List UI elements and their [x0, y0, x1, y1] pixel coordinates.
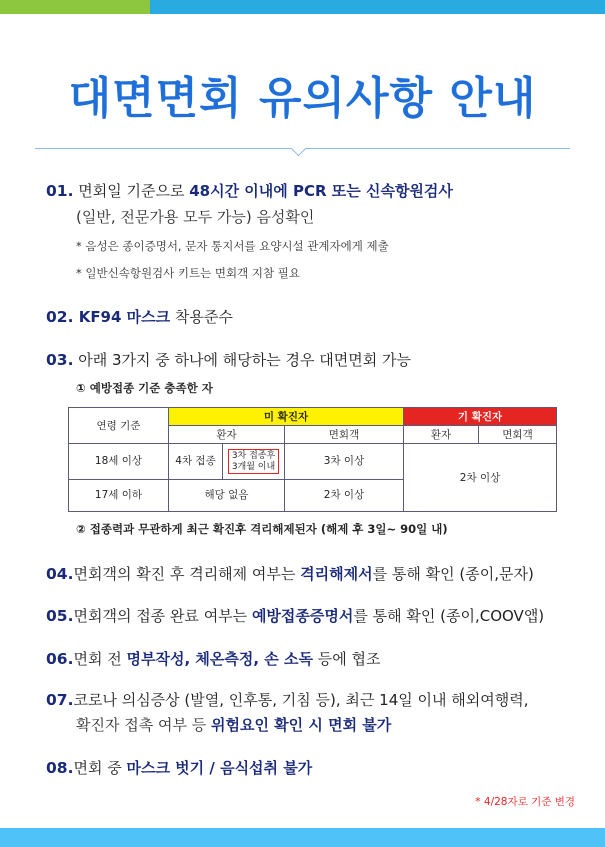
visitor-3rd-dose: 3차 이상 [285, 444, 404, 479]
item-emphasis: 마스크 벗기 / 음식섭취 불가 [126, 759, 313, 777]
item-emphasis: 48시간 이내에 PCR 또는 신속항원검사 [189, 182, 453, 200]
item-04: 04.면회객의 확진 후 격리해제 여부는 격리해제서를 통해 확인 (종이,문자) [46, 565, 534, 583]
age-header: 연령 기준 [69, 408, 169, 444]
item-number: 08. [46, 759, 74, 777]
item-07: 07.코로나 의심증상 (발열, 인후통, 기침 등), 최근 14일 이내 해외여행력, [46, 691, 529, 709]
criteria-2: ② 접종력과 무관하게 최근 확진후 격리해제된자 (해제 후 3일~ 90일 내) [76, 522, 448, 536]
item-01-line2: (일반, 전문가용 모두 가능) 음성확인 [76, 208, 315, 226]
top-bar-blue [150, 0, 605, 14]
item-emphasis: 격리해제서 [300, 565, 373, 583]
age-17-under: 17세 이하 [69, 479, 169, 511]
item-08: 08.면회 중 마스크 벗기 / 음식섭취 불가 [46, 759, 313, 777]
confirmed-value: 2차 이상 [404, 444, 557, 512]
item-number: 07. [46, 691, 74, 709]
item-emphasis: 위험요인 확인 시 면회 불가 [211, 716, 392, 734]
item-06: 06.면회 전 명부작성, 체온측정, 손 소독 등에 협조 [46, 650, 381, 668]
item-number: 04. [46, 565, 74, 583]
note-2: * 일반신속항원검사 키트는 면회객 지참 필요 [76, 266, 300, 280]
patient-3rd-dose-highlight: 3차 접종후 3개월 이내 [228, 449, 279, 474]
sub-header-visitor: 면회객 [479, 426, 557, 444]
top-bar-green [0, 0, 150, 14]
item-01: 01. 면회일 기준으로 48시간 이내에 PCR 또는 신속항원검사 [46, 182, 453, 200]
item-emphasis: 예방접종증명서 [251, 607, 354, 625]
patient-not-applicable: 해당 없음 [169, 479, 285, 511]
patient-3rd-dose-cell [223, 444, 285, 479]
item-02: 02. KF94 마스크 착용준수 [46, 308, 233, 326]
item-number: 02. [46, 308, 74, 326]
page-title: 대면면회 유의사항 안내 [68, 73, 537, 124]
visitor-2nd-dose: 2차 이상 [285, 479, 404, 511]
item-05: 05.면회객의 접종 완료 여부는 예방접종증명서를 통해 확인 (종이,COOV앱) [46, 607, 545, 625]
item-emphasis: KF94 마스크 [73, 308, 171, 326]
note-1: * 음성은 종이증명서, 문자 통지서를 요양시설 관계자에게 제출 [76, 239, 389, 253]
item-number: 05. [46, 607, 74, 625]
item-emphasis: 명부작성, 체온측정, 손 소독 [126, 650, 313, 668]
age-18-plus: 18세 이상 [69, 444, 169, 479]
bottom-color-bar [0, 828, 605, 847]
patient-4th-dose: 4차 접종 [169, 444, 223, 479]
sub-header-visitor: 면회객 [285, 426, 404, 444]
item-07-line2: 확진자 접촉 여부 등 위험요인 확인 시 면회 불가 [76, 716, 392, 734]
item-number: 06. [46, 650, 74, 668]
confirmed-header: 기 확진자 [404, 408, 557, 426]
divider-chevron-icon [291, 141, 307, 157]
top-color-bar [0, 0, 605, 14]
item-03: 03. 아래 3가지 중 하나에 해당하는 경우 대면면회 가능 [46, 351, 411, 369]
unconfirmed-header: 미 확진자 [169, 408, 404, 426]
sub-header-patient: 환자 [169, 426, 285, 444]
criteria-1: ① 예방접종 기준 충족한 자 [76, 381, 213, 395]
item-number: 03. [46, 351, 74, 369]
item-number: 01. [46, 182, 74, 200]
footnote: * 4/28자로 기준 변경 [475, 796, 575, 808]
vaccination-criteria-table [68, 407, 557, 512]
sub-header-patient: 환자 [404, 426, 479, 444]
